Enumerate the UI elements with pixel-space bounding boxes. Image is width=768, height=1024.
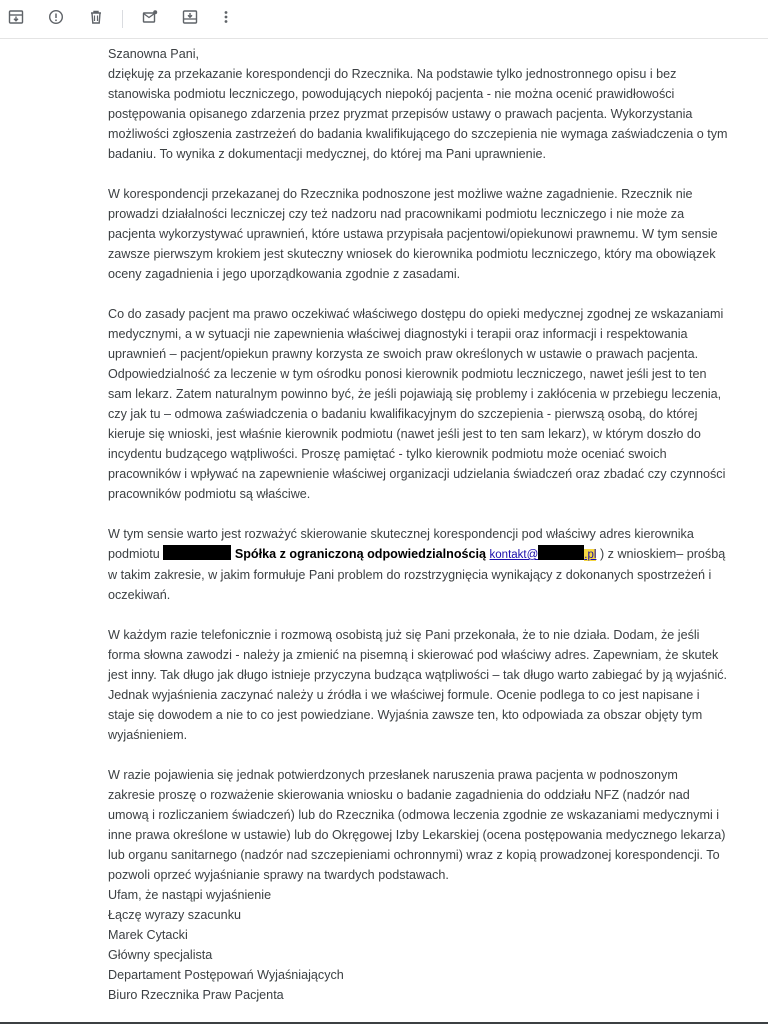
report-spam-icon bbox=[48, 9, 64, 30]
archive-button[interactable] bbox=[6, 9, 26, 29]
more-button[interactable] bbox=[216, 9, 236, 29]
email-link-prefix: kontakt@ bbox=[489, 549, 539, 561]
redacted-block bbox=[163, 545, 231, 560]
signature-office: Biuro Rzecznika Praw Pacjenta bbox=[108, 988, 284, 1002]
delete-icon bbox=[88, 9, 104, 30]
signature-title: Główny specjalista bbox=[108, 948, 213, 962]
email-body bbox=[108, 44, 728, 1005]
move-to-button[interactable] bbox=[180, 9, 200, 29]
email-link-suffix: .pl bbox=[584, 549, 597, 561]
paragraph-5: W każdym razie telefonicznie i rozmową osobistą już się Pani przekonała, że to nie działa. Dodam, że jeśli forma słowna zawodzi - należy ja zmienić na pisemną i skierować pod właściwy adres. Zapewniam, że skutek jest inny. Tak długo jak długo istnieje przyczyna budząca wątpliwości – tak długo warto zabiegać by ją wyjaśnić. Jednak wyjaśnienia zaczynać należy u źródła i we właściwej formule. Ocenie podlega to co jest napisane i staje się dowodem a nie to co jest powiedziane. Wyjaśnia zawsze ten, kto odpowiada za obszar objęty tym wyjaśnieniem. bbox=[108, 628, 728, 742]
signature-name: Marek Cytacki bbox=[108, 928, 188, 942]
paragraph-4 bbox=[108, 524, 728, 605]
toolbar-divider bbox=[122, 10, 123, 28]
company-name: Spółka z ograniczoną odpowiedzialnością bbox=[234, 547, 487, 561]
move-to-icon bbox=[182, 9, 198, 30]
redacted-domain bbox=[538, 545, 584, 560]
paragraph-2: W korespondencji przekazanej do Rzecznika podnoszone jest możliwe ważne zagadnienie. Rzecznik nie prowadzi działalności leczniczej czy też nadzoru nad pracownikami podmiotu leczniczego i nie może za pacjenta wykorzystywać uprawnień, które ustawa przypisała pacjentowi/opiekunowi prawnemu. W tym sensie zawsze pierwszym krokiem jest skuteczny wniosek do kierownika podmiotu leczniczego, który ma obowiązek oceny zagadnienia i jego uporządkowania zgodnie z zasadami. bbox=[108, 187, 718, 281]
archive-icon bbox=[8, 9, 24, 30]
more-icon bbox=[218, 9, 234, 30]
mark-unread-icon bbox=[142, 9, 158, 30]
paragraph-3: Co do zasady pacjent ma prawo oczekiwać właściwego dostępu do opieki medycznej zgodnej ze wskazaniami medycznymi, a w sytuacji nie zapewnienia właściwej diagnostyki i terapii oraz informacji i respektowania uprawnień – pacjent/opiekun prawny korzysta ze swoich praw określonych w ustawie o prawach pacjenta. Odpowiedzialność za leczenie w tym ośrodku ponosi kierownik podmiotu leczniczego, nawet jeśli jest to ten sam lekarz. Zatem naturalnym powinno być, że jeśli pojawiają się problemy i zakłócenia w przebiegu leczenia, czy jak tu – odmowa zaświadczenia o badaniu kwalifikacyjnym do szczepienia - pierwszą osobą, do której kieruje się wnioski, jest właśnie kierownik podmiotu (nawet jeśli jest to ten sam lekarz), w którym doszło do incydentu budzącego wątpliwości. Proszę pamiętać - tylko kierownik podmiotu może oceniać swoich pracowników i wpływać na zapewnienie właściwej organizacji udzielania świadczeń oraz zbadać czy czynności pracowników podmiotu są właściwe. bbox=[108, 307, 726, 501]
email-link[interactable] bbox=[490, 549, 597, 561]
report-spam-button[interactable] bbox=[46, 9, 66, 29]
greeting: Szanowna Pani, bbox=[108, 47, 200, 61]
closing-regards: Łączę wyrazy szacunku bbox=[108, 908, 241, 922]
paragraph-6: W razie pojawienia się jednak potwierdzonych przesłanek naruszenia prawa pacjenta w podnoszonym zakresie proszę o rozważenie skierowania wniosku o badanie zagadnienia do oddziału NFZ (nadzór nad umową i rozliczaniem świadczeń) lub do Rzecznika (odmowa leczenia zgodnie ze wskazaniami medycznymi i inne prawa określone w ustawie) lub do Okręgowej Izby Lekarskiej (ocena postępowania medycznego lekarza) lub organu sanitarnego (nadzór nad szczepieniami ochronnymi) wraz z kopią prowadzonej korespondencji. To pozwoli oprzeć wyjaśnianie sprawy na twardych podstawach. bbox=[108, 768, 726, 882]
closing-line: Ufam, że nastąpi wyjaśnienie bbox=[108, 888, 272, 902]
toolbar bbox=[0, 0, 768, 39]
delete-button[interactable] bbox=[86, 9, 106, 29]
paragraph-1: dziękuję za przekazanie korespondencji do Rzecznika. Na podstawie tylko jednostronnego opisu i bez stanowiska podmiotu leczniczego, powodujących niepokój pacjenta - nie można ocenić prawidłowości postępowania opisanego zdarzenia przez pryzmat przepisów ustawy o prawach pacjenta. Wykorzystania możliwości zgłoszenia zastrzeżeń do badania kwalifikującego do szczepienia nie wymaga zaświadczenia o tym badaniu. To wynika z dokumentacji medycznej, do której ma Pani uprawnienie. bbox=[108, 67, 728, 161]
paragraph-4-end: ) z wnioskiem– prośbą w takim zakresie, w jakim formułuje Pani problem do rozstrzygnięcia wynikający z dokonanych spostrzeżeń i oczekiwań. bbox=[108, 547, 726, 602]
paragraph-4-start: W tym sensie warto jest rozważyć skierowanie skutecznej korespondencji pod właściwy adres kierownika podmiotu bbox=[108, 527, 694, 561]
signature-department: Departament Postępowań Wyjaśniających bbox=[108, 968, 344, 982]
mark-unread-button[interactable] bbox=[140, 9, 160, 29]
